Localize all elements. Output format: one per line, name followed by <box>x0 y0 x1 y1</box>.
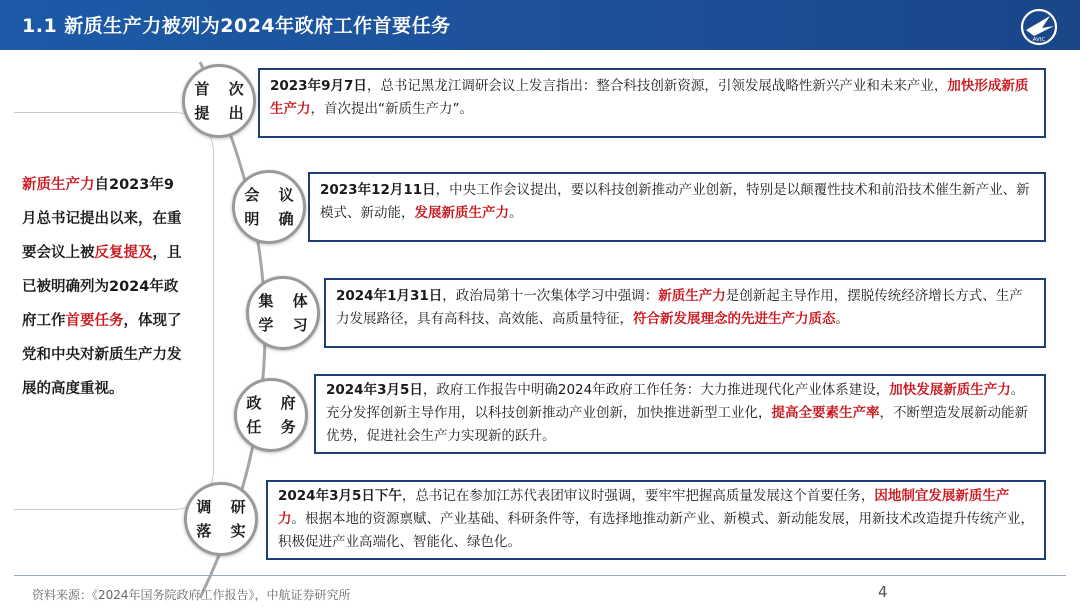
summary-highlight: 反复提及 <box>94 245 153 261</box>
milestone-highlight: 新质生产力 <box>658 288 726 304</box>
milestone-text: ，政治局第十一次集体学习中强调： <box>442 288 659 304</box>
summary-text-part: ，且已被明确列为2024年政府工作 <box>22 245 182 329</box>
milestone-label-line1: 集 体 <box>258 292 315 310</box>
milestone-highlight: 加快发展新质生产力 <box>889 382 1011 398</box>
milestone-text: 。 <box>835 311 849 327</box>
milestone-text: 。根据本地的资源禀赋、产业基础、科研条件等，有选择地推动新产业、新模式、新动能发展，用新技术改造提升传统产业，积极促进产业高端化、智能化、绿色化。 <box>278 511 1034 550</box>
milestone-box-5 <box>266 480 1046 560</box>
svg-text:AVIC: AVIC <box>1032 37 1046 43</box>
milestone-text: ，总书记在参加江苏代表团审议时强调，要牢牢把握高质量发展这个首要任务， <box>401 488 875 504</box>
milestone-box-1 <box>258 68 1046 138</box>
milestone-text: ，首次提出“新质生产力”。 <box>310 101 473 117</box>
milestone-box-2 <box>308 172 1046 242</box>
milestone-label-line2: 学 习 <box>258 316 315 334</box>
milestone-highlight: 符合新发展理念的先进生产力质态 <box>633 311 836 327</box>
milestone-date: 2024年3月5日下午 <box>278 488 402 504</box>
milestone-date: 2023年12月11日 <box>320 182 436 198</box>
milestone-label-line1: 政 府 <box>246 394 303 412</box>
milestone-text: ，不断塑造发展新动能新优势，促进社会生产力实现新的跃升。 <box>326 405 1028 444</box>
summary-text-part: 自2023年9月总书记提出以来，在重要会议上被 <box>22 177 182 261</box>
summary-text-part: ，体现了党和中央对新质生产力发展的高度重视。 <box>22 313 182 397</box>
milestone-box-4 <box>314 374 1046 454</box>
milestone-badge-4 <box>234 378 308 452</box>
milestone-label-line2: 提 出 <box>194 104 251 122</box>
footer-divider <box>14 575 1066 576</box>
milestone-text: ，中央工作会议提出，要以科技创新推动产业创新，特别是以颠覆性技术和前沿技术催生新产业、新模式、新动能， <box>320 182 1030 221</box>
milestone-label-line1: 调 研 <box>196 498 253 516</box>
milestone-label-line1: 首 次 <box>194 80 251 98</box>
milestone-box-3 <box>324 278 1046 348</box>
summary-highlight: 新质生产力 <box>22 177 95 193</box>
milestone-text: 是创新起主导作用，摆脱传统经济增长方式、生产力发展路径，具有高科技、高效能、高质量特征， <box>336 288 1023 327</box>
milestone-text: 。充分发挥创新主导作用，以科技创新推动产业创新，加快推进新型工业化， <box>326 382 1025 421</box>
page-number: 4 <box>878 583 888 601</box>
milestone-highlight: 发展新质生产力 <box>414 205 509 221</box>
milestone-label-line2: 明 确 <box>244 210 301 228</box>
milestone-label-line2: 落 实 <box>196 522 253 540</box>
source-note: 资料来源：《2024年国务院政府工作报告》，中航证券研究所 <box>32 588 351 602</box>
milestone-highlight: 因地制宜发展新质生产力 <box>278 488 1010 527</box>
milestone-highlight: 提高全要素生产率 <box>771 405 880 421</box>
milestone-badge-3 <box>246 276 320 350</box>
milestone-badge-5 <box>184 482 258 556</box>
milestone-date: 2024年1月31日 <box>336 288 443 304</box>
page-title: 1.1 新质生产力被列为2024年政府工作首要任务 <box>22 15 451 37</box>
milestone-date: 2023年9月7日 <box>270 78 367 94</box>
milestone-text: ，总书记黑龙江调研会议上发言指出：整合科技创新资源，引领发展战略性新兴产业和未来产业， <box>366 78 948 94</box>
milestone-label-line1: 会 议 <box>244 186 301 204</box>
milestone-date: 2024年3月5日 <box>326 382 423 398</box>
summary-highlight: 首要任务 <box>65 313 124 329</box>
milestone-text: ，政府工作报告中明确2024年政府工作任务：大力推进现代化产业体系建设， <box>422 382 890 398</box>
milestone-label-line2: 任 务 <box>246 418 303 436</box>
milestone-badge-1 <box>182 64 256 138</box>
milestone-highlight: 加快形成新质生产力 <box>270 78 1029 117</box>
milestone-text: 。 <box>509 205 523 221</box>
milestone-badge-2 <box>232 170 306 244</box>
